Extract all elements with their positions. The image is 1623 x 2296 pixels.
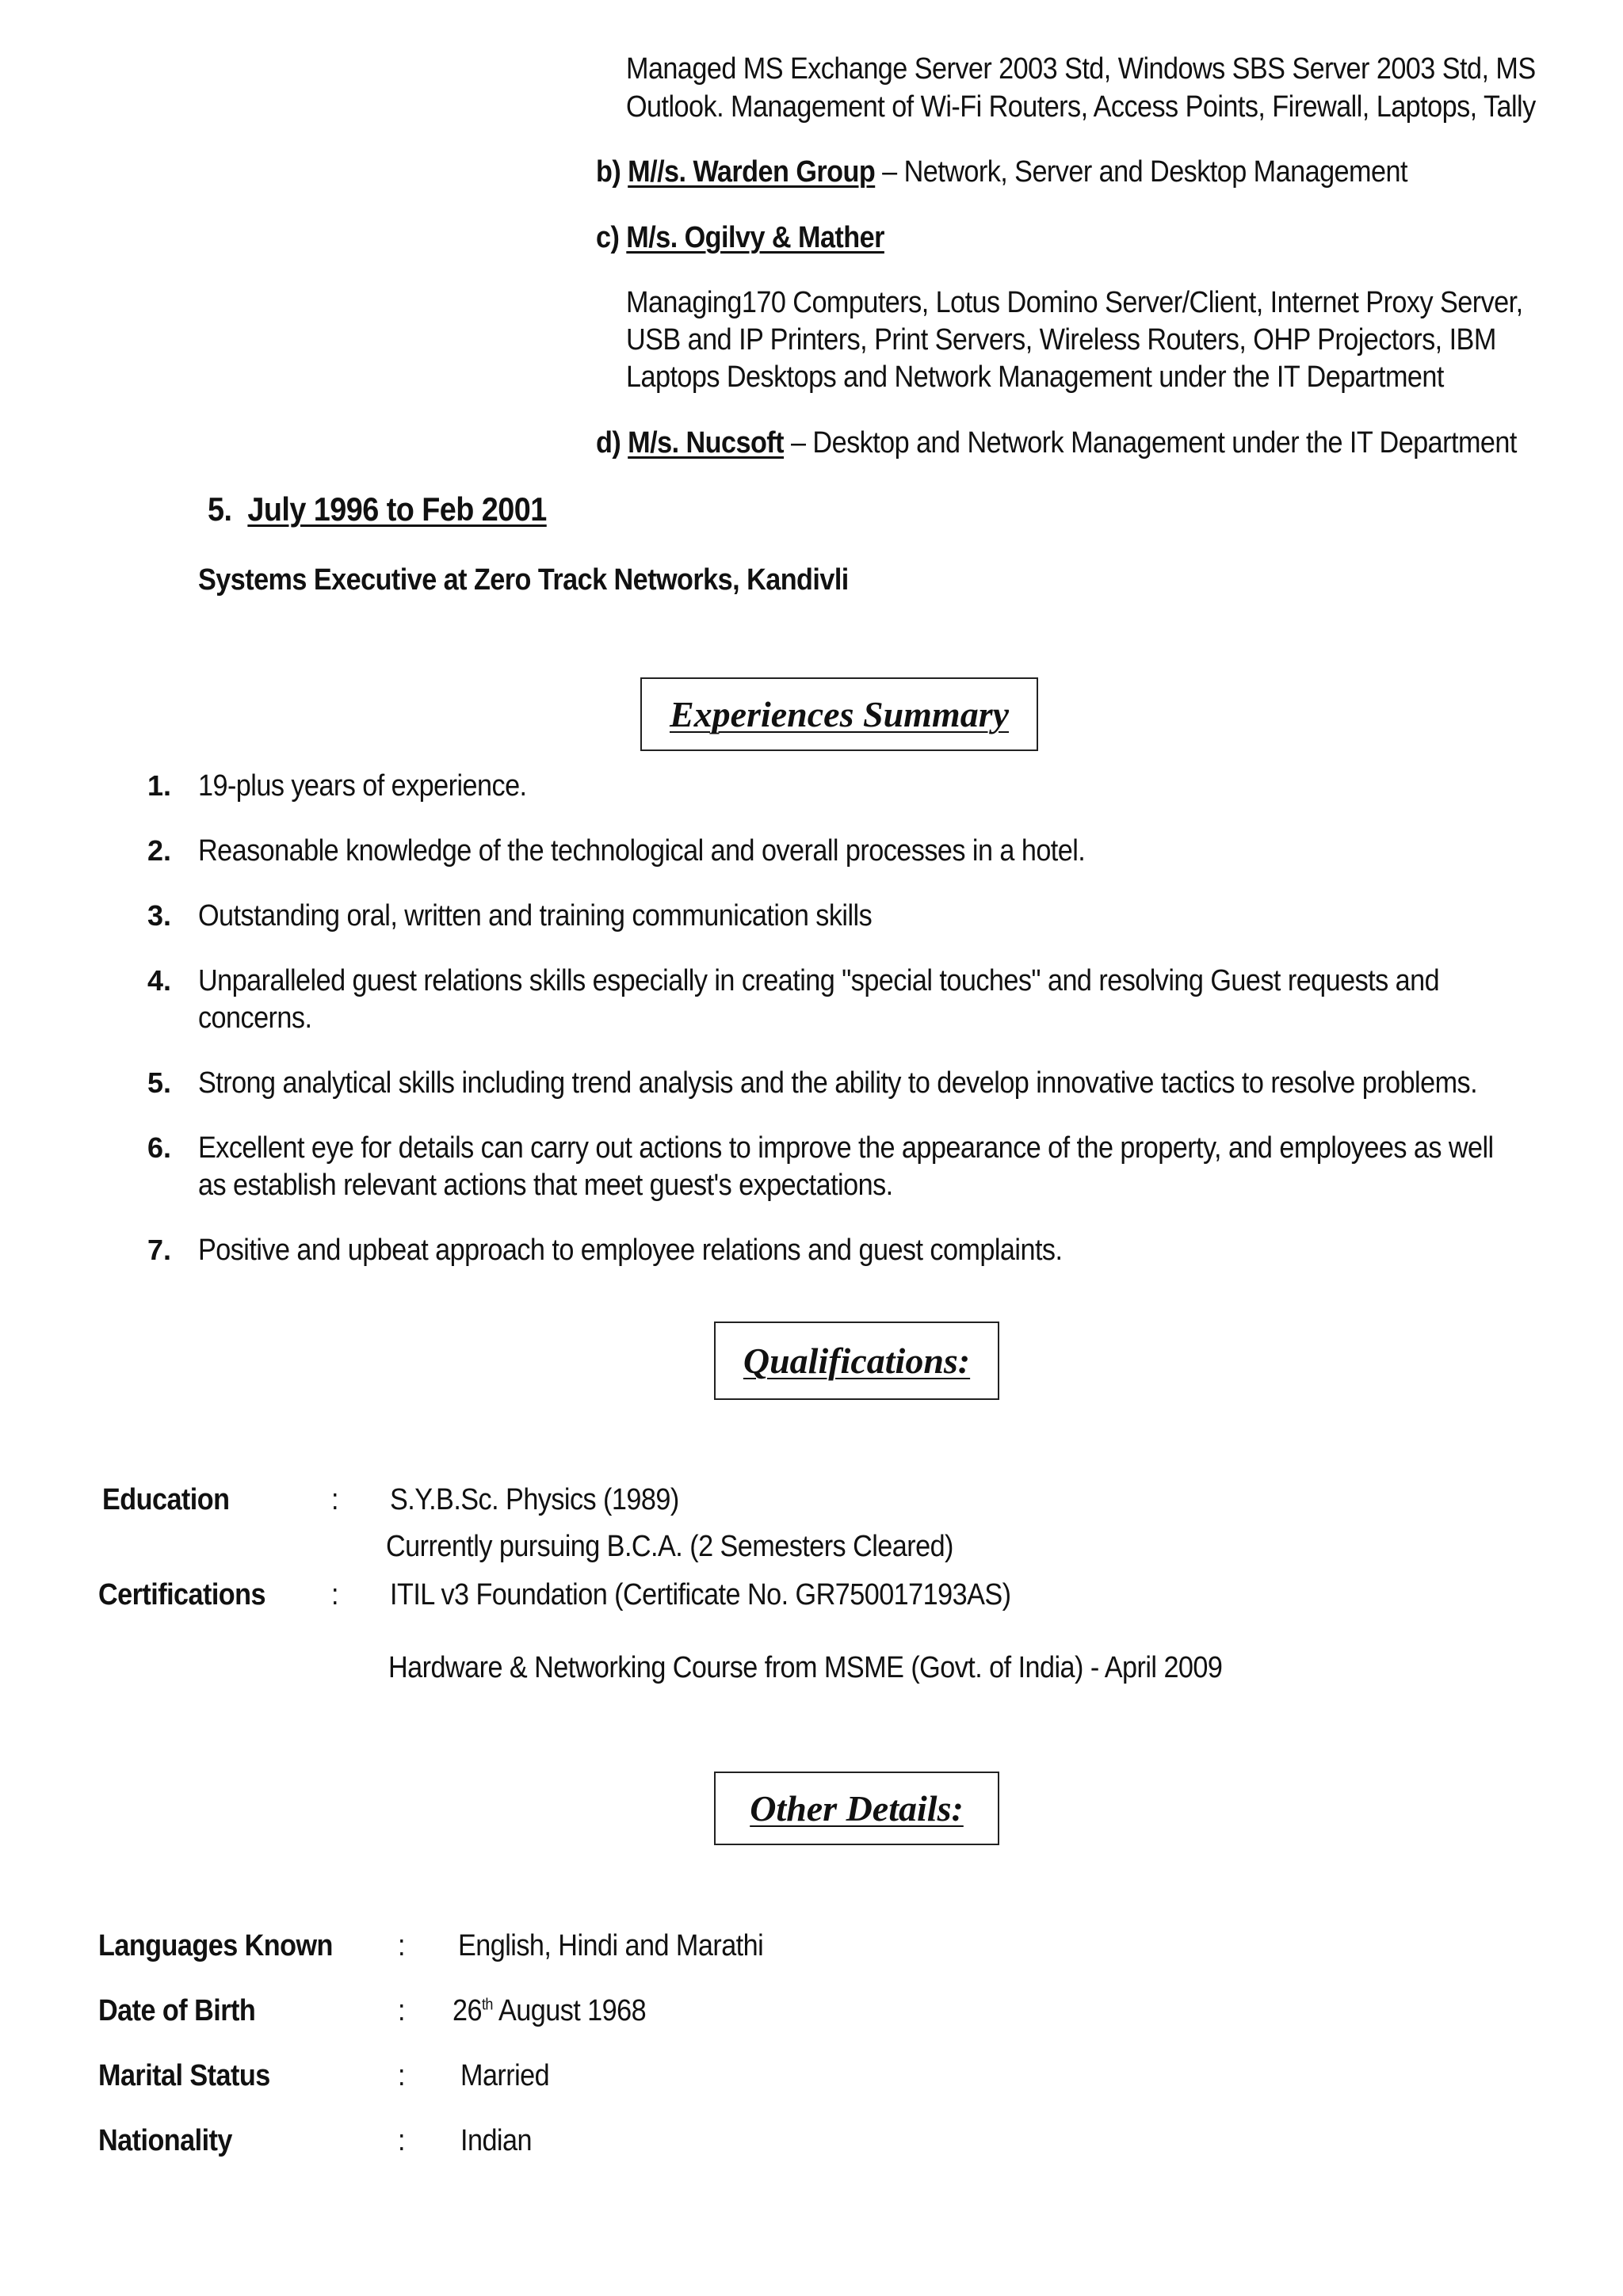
job-b-description: – Network, Server and Desktop Management	[875, 155, 1407, 189]
languages-label: Languages Known	[98, 1929, 333, 1962]
qualifications-heading: Qualifications:	[743, 1341, 971, 1381]
job-d-prefix: d)	[596, 426, 621, 460]
languages-value: English, Hindi and Marathi	[458, 1929, 764, 1962]
section5-heading	[208, 490, 547, 528]
section5-period: July 1996 to Feb 2001	[247, 490, 547, 528]
education-colon: :	[331, 1483, 338, 1516]
marital-status-colon: :	[398, 2059, 405, 2092]
summary-item-text: Strong analytical skills including trend analysis and the ability to develop innovative tactics to resolve problems.	[198, 1066, 1478, 1100]
job-c-line1: Managing170 Computers, Lotus Domino Server/Client, Internet Proxy Server,	[626, 286, 1523, 319]
summary-item-text: Reasonable knowledge of the technological and overall processes in a hotel.	[198, 834, 1086, 868]
dob-ordinal-suffix: th	[481, 1996, 493, 2014]
section5-number: 5.	[208, 490, 232, 528]
job-c-company: M/s. Ogilvy & Mather	[626, 221, 884, 254]
job-c-prefix: c)	[596, 221, 620, 254]
job-d-description: – Desktop and Network Management under the IT Department	[784, 426, 1517, 460]
certifications-line1: ITIL v3 Foundation (Certificate No. GR750017193AS)	[390, 1578, 1011, 1611]
certifications-label: Certifications	[98, 1578, 265, 1611]
dob-day: 26	[453, 1994, 482, 2027]
education-line1: S.Y.B.Sc. Physics (1989)	[390, 1483, 679, 1516]
job-d-entry	[596, 424, 1517, 462]
summary-item-text-cont: concerns.	[198, 1001, 312, 1035]
certifications-line2: Hardware & Networking Course from MSME (Govt. of India) - April 2009	[388, 1651, 1223, 1684]
experience-summary-heading: Experiences Summary	[669, 694, 1010, 734]
summary-item-text: 19-plus years of experience.	[198, 769, 527, 803]
languages-colon: :	[398, 1929, 405, 1962]
summary-item-number: 3.	[147, 899, 172, 932]
summary-item-text: Unparalleled guest relations skills especially in creating "special touches" and resolving Guest requests and	[198, 964, 1440, 997]
qualifications-heading-box	[714, 1322, 999, 1400]
dob-value	[453, 1992, 646, 2030]
marital-status-value: Married	[460, 2059, 550, 2092]
nationality-colon: :	[398, 2124, 405, 2157]
experience-summary-heading-box	[640, 677, 1038, 751]
education-label: Education	[102, 1483, 230, 1516]
job-b-prefix: b)	[596, 155, 621, 189]
summary-item-number: 1.	[147, 769, 172, 802]
summary-item-number: 7.	[147, 1234, 172, 1266]
exchange-description-line2: Outlook. Management of Wi-Fi Routers, Access Points, Firewall, Laptops, Tally	[626, 90, 1536, 124]
summary-item-text: Excellent eye for details can carry out actions to improve the appearance of the property, and employees as well	[198, 1131, 1494, 1165]
summary-item-text: Outstanding oral, written and training communication skills	[198, 899, 873, 933]
other-details-heading: Other Details:	[750, 1788, 964, 1829]
summary-item-number: 4.	[147, 964, 172, 997]
summary-item-number: 5.	[147, 1066, 172, 1099]
other-details-heading-box	[714, 1772, 999, 1845]
nationality-value: Indian	[460, 2124, 532, 2157]
dob-label: Date of Birth	[98, 1994, 256, 2027]
job-c-line3: Laptops Desktops and Network Management under the IT Department	[626, 360, 1444, 394]
job-c-entry	[596, 219, 884, 257]
summary-item-text: Positive and upbeat approach to employee relations and guest complaints.	[198, 1234, 1063, 1267]
dob-month-year: August 1968	[492, 1994, 647, 2027]
summary-item-text-cont: as establish relevant actions that meet guest's expectations.	[198, 1169, 893, 1202]
summary-item-number: 2.	[147, 834, 172, 867]
marital-status-label: Marital Status	[98, 2059, 270, 2092]
job-b-company: M//s. Warden Group	[628, 155, 876, 189]
exchange-description-line1: Managed MS Exchange Server 2003 Std, Windows SBS Server 2003 Std, MS	[626, 52, 1536, 86]
job-b-entry	[596, 153, 1407, 191]
certifications-colon: :	[331, 1578, 338, 1611]
job-c-line2: USB and IP Printers, Print Servers, Wireless Routers, OHP Projectors, IBM	[626, 323, 1496, 357]
dob-colon: :	[398, 1994, 405, 2027]
nationality-label: Nationality	[98, 2124, 232, 2157]
section5-role: Systems Executive at Zero Track Networks, Kandivli	[198, 563, 849, 597]
job-d-company: M/s. Nucsoft	[628, 426, 785, 460]
education-line2: Currently pursuing B.C.A. (2 Semesters Cleared)	[386, 1530, 953, 1563]
summary-item-number: 6.	[147, 1131, 172, 1164]
